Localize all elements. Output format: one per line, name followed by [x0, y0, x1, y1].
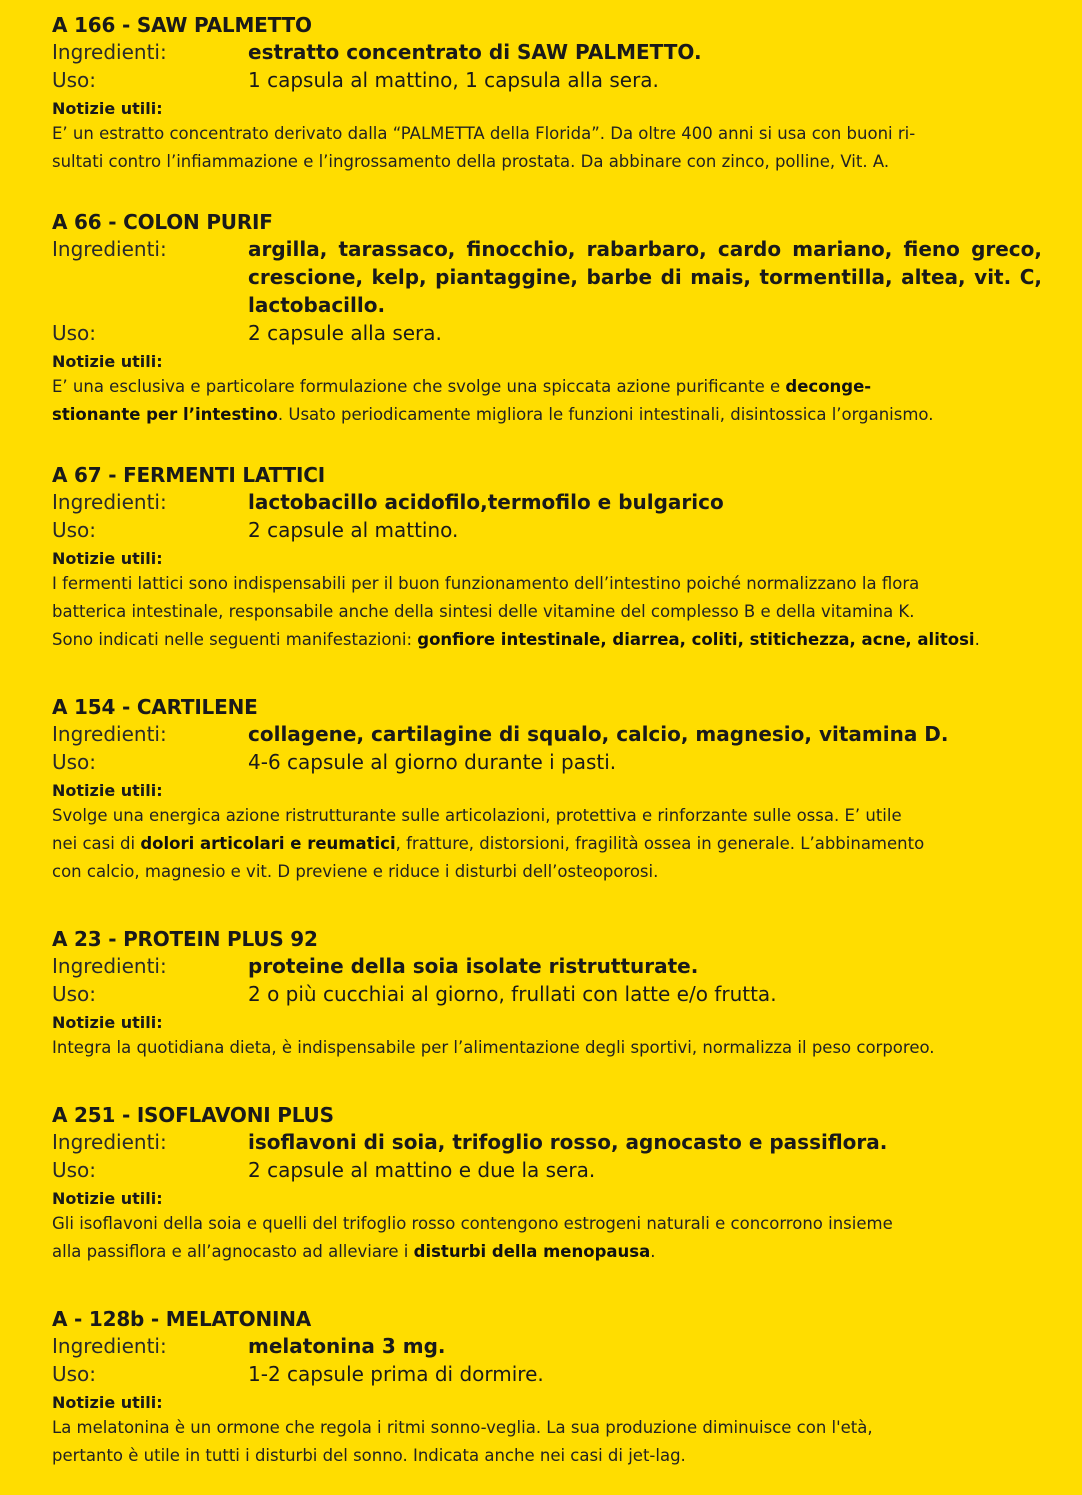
ingredients-value: melatonina 3 mg.: [248, 1334, 446, 1358]
ingredients-row: [52, 1332, 1042, 1360]
product-title: A 67 - FERMENTI LATTICI: [52, 463, 325, 487]
use-row: [52, 66, 1042, 94]
use-value: 1 capsula al mattino, 1 capsula alla sera.: [248, 68, 659, 92]
ingredients-label: Ingredienti:: [52, 40, 167, 64]
ingredients-label: Ingredienti:: [52, 1334, 167, 1358]
notes-text: Svolge una energica azione ristrutturante sulle articolazioni, protettiva e rinforzante sulle ossa. E’ utile nei casi di dolori articolari e reumatici, fratture, distorsioni, fragilità ossea in generale. L’abbinamento con calcio, magnesio e vit. D previene e riduce i disturbi dell’osteoporosi.: [52, 806, 925, 881]
product-title: A - 128b - MELATONINA: [52, 1307, 312, 1331]
use-row: [52, 516, 1042, 544]
ingredients-row: [52, 488, 1042, 516]
ingredients-label: Ingredienti:: [52, 237, 167, 261]
use-row: [52, 1360, 1042, 1388]
notes-text: Gli isoflavoni della soia e quelli del trifoglio rosso contengono estrogeni naturali e concorrono insieme alla passiflora e all’agnocasto ad alleviare i disturbi della menopausa.: [52, 1214, 893, 1261]
notes-text: I fermenti lattici sono indispensabili per il buon funzionamento dell’intestino poiché normalizzano la flora batterica intestinale, responsabile anche della sintesi delle vitamine del complesso B e della vitamina K. Sono indicati nelle seguenti manifestazioni: gonfiore intestinale, diarrea, coliti, stitichezza, acne, alitosi.: [52, 574, 980, 649]
notes-title: Notizie utili:: [52, 352, 163, 371]
use-value: 4-6 capsule al giorno durante i pasti.: [248, 750, 617, 774]
product-isoflavoni-plus: [52, 1102, 1042, 1266]
product-saw-palmetto: [52, 12, 1042, 176]
use-value: 2 capsule alla sera.: [248, 321, 442, 345]
ingredients-label: Ingredienti:: [52, 1130, 167, 1154]
notes-text: La melatonina è un ormone che regola i ritmi sonno-veglia. La sua produzione diminuisce con l'età, pertanto è utile in tutti i disturbi del sonno. Indicata anche nei casi di jet-lag.: [52, 1418, 873, 1465]
product-cartilene: [52, 694, 1042, 886]
use-label: Uso:: [52, 750, 97, 774]
product-title: A 154 - CARTILENE: [52, 695, 258, 719]
use-row: [52, 748, 1042, 776]
ingredients-row: [52, 720, 1042, 748]
ingredients-value: collagene, cartilagine di squalo, calcio, magnesio, vitamina D.: [248, 722, 949, 746]
ingredients-row: [52, 1128, 1042, 1156]
use-row: [52, 1156, 1042, 1184]
ingredients-value: argilla, tarassaco, finocchio, rabarbaro, cardo mariano, fieno greco, crescione, kelp, piantaggine, barbe di mais, tormentilla, altea, vit. C, lactobacillo.: [248, 237, 1042, 317]
product-title: A 66 - COLON PURIF: [52, 210, 273, 234]
notes-title: Notizie utili:: [52, 1189, 163, 1208]
use-label: Uso:: [52, 518, 97, 542]
use-label: Uso:: [52, 68, 97, 92]
use-label: Uso:: [52, 1158, 97, 1182]
use-value: 2 capsule al mattino e due la sera.: [248, 1158, 596, 1182]
ingredients-value: proteine della soia isolate ristrutturate.: [248, 954, 699, 978]
ingredients-value: lactobacillo acidofilo,termofilo e bulgarico: [248, 490, 724, 514]
use-row: [52, 319, 1042, 347]
ingredients-label: Ingredienti:: [52, 722, 167, 746]
use-label: Uso:: [52, 982, 97, 1006]
notes-text: E’ una esclusiva e particolare formulazione che svolge una spiccata azione purificante e deconge- stionante per l’intestino. Usato periodicamente migliora le funzioni intestinali, disintossica l’organismo.: [52, 377, 934, 424]
ingredients-label: Ingredienti:: [52, 490, 167, 514]
notes-title: Notizie utili:: [52, 781, 163, 800]
ingredients-value: estratto concentrato di SAW PALMETTO.: [248, 40, 702, 64]
product-melatonina: [52, 1306, 1042, 1470]
notes-text: E’ un estratto concentrato derivato dalla “PALMETTA della Florida”. Da oltre 400 anni si usa con buoni ri- sultati contro l’infiammazione e l’ingrossamento della prostata. Da abbinare con zinco, polline, Vit. A.: [52, 124, 916, 171]
ingredients-label: Ingredienti:: [52, 954, 167, 978]
use-value: 1-2 capsule prima di dormire.: [248, 1362, 544, 1386]
product-fermenti-lattici: [52, 462, 1042, 654]
use-value: 2 o più cucchiai al giorno, frullati con latte e/o frutta.: [248, 982, 777, 1006]
ingredients-row: [52, 952, 1042, 980]
notes-title: Notizie utili:: [52, 99, 163, 118]
use-row: [52, 980, 1042, 1008]
ingredients-row: [52, 38, 1042, 66]
product-colon-purif: [52, 209, 1042, 429]
product-title: A 166 - SAW PALMETTO: [52, 13, 312, 37]
product-title: A 23 - PROTEIN PLUS 92: [52, 927, 318, 951]
notes-title: Notizie utili:: [52, 1013, 163, 1032]
notes-text: Integra la quotidiana dieta, è indispensabile per l’alimentazione degli sportivi, normalizza il peso corporeo.: [52, 1038, 935, 1057]
ingredients-row: [52, 235, 1042, 319]
use-value: 2 capsule al mattino.: [248, 518, 459, 542]
ingredients-value: isoflavoni di soia, trifoglio rosso, agnocasto e passiflora.: [248, 1130, 888, 1154]
use-label: Uso:: [52, 321, 97, 345]
product-protein-plus-92: [52, 926, 1042, 1062]
notes-title: Notizie utili:: [52, 1393, 163, 1412]
product-title: A 251 - ISOFLAVONI PLUS: [52, 1103, 334, 1127]
notes-title: Notizie utili:: [52, 549, 163, 568]
use-label: Uso:: [52, 1362, 97, 1386]
